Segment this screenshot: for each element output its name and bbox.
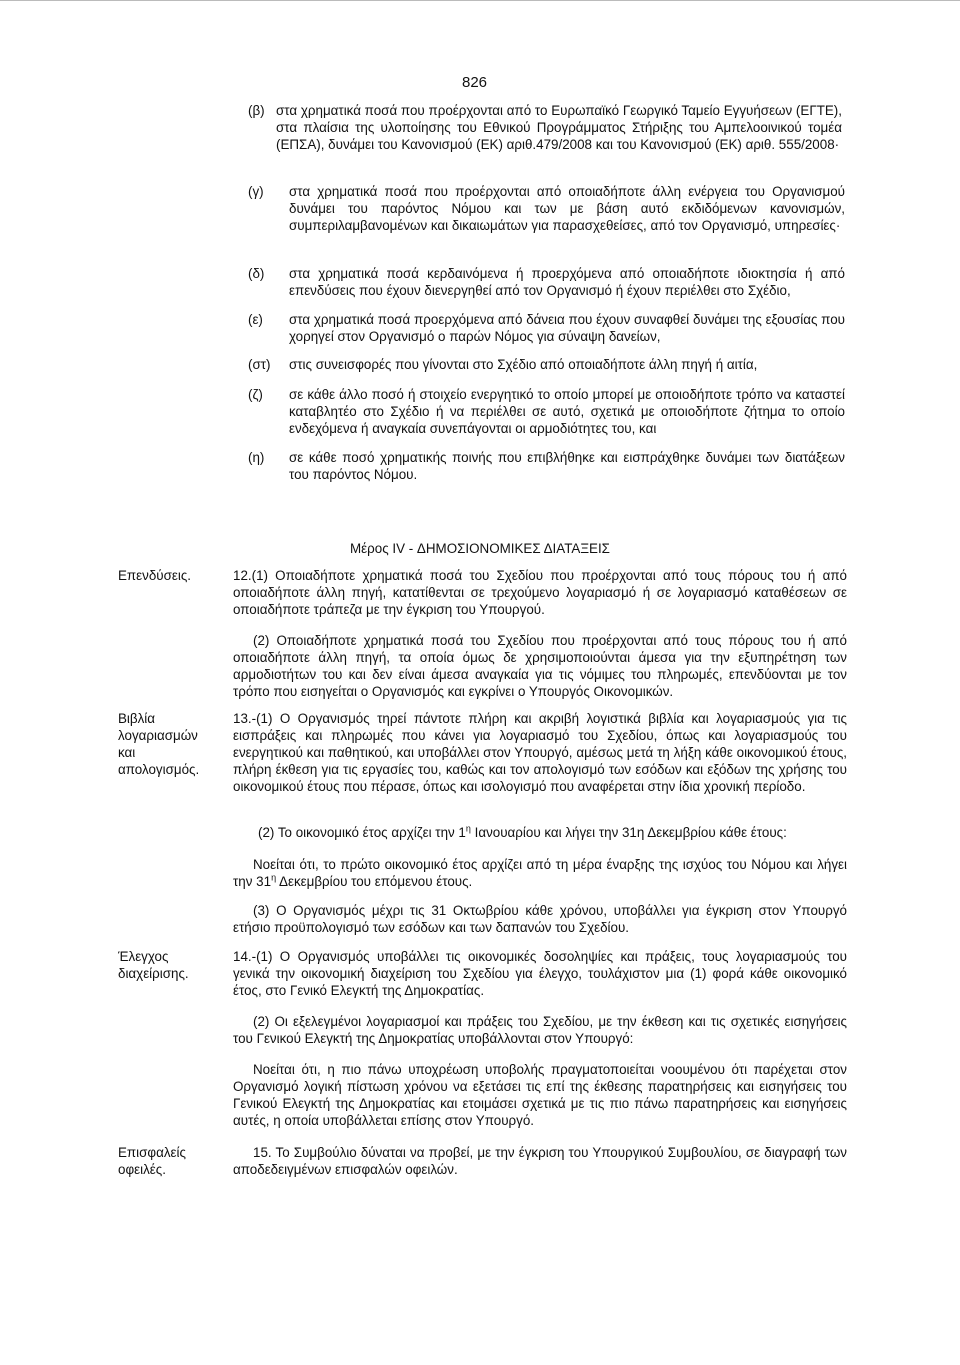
list-item-label: (ε) bbox=[248, 312, 263, 327]
list-item-text: στις συνεισφορές που γίνονται στο Σχέδιο από οποιαδήποτε άλλη πηγή ή αιτία, bbox=[289, 357, 758, 372]
page-number: 826 bbox=[462, 74, 488, 91]
margin-note-accounts: Βιβλία λογαριασμών και απολογισμός. bbox=[118, 711, 200, 777]
margin-note-investments: Επενδύσεις. bbox=[118, 568, 191, 583]
list-item-label: (β) bbox=[248, 103, 265, 118]
paragraph-12-2: (2) Οποιαδήποτε χρηματικά ποσά του Σχεδίου που προέρχονται από τους πόρους του ή από οποιαδήποτε άλλη πηγή, τα οποία όμως δε χρησιμοποιούνται άμεσα για την εξυπηρέτηση των αρμοδιοτήτων του και δεν είναι άμεσα αναγκαία για τις νόμιμες του πληρωμές, επενδύονται με τον τρόπο που εισηγείται ο Οργανισμός και εγκρίνει ο Υπουργός Οικονομικών. bbox=[233, 633, 847, 699]
list-item-label: (στ) bbox=[248, 357, 271, 372]
paragraph-13-3: (3) Ο Οργανισμός μέχρι τις 31 Οκτωβρίου κάθε χρόνου, υποβάλλει για έγκριση στον Υπουργό ετήσιο προϋπολογισμό των εσόδων και των δαπανών του Σχεδίου. bbox=[233, 903, 847, 935]
margin-note-audit: Έλεγχος διαχείρισης. bbox=[118, 949, 189, 981]
list-item-text: στα χρηματικά ποσά που προέρχονται από οποιαδήποτε άλλη ενέργεια του Οργανισμού δυνάμει του παρόντος Νόμου και των με βάση αυτό εκδιδόμενων κανονισμών, συμπεριλαμβανομένων και δικαιωμάτων για παρασχεθείσες, από τον Οργανισμό, υπηρεσίες· bbox=[289, 184, 845, 233]
section-heading: Μέρος IV - ΔΗΜΟΣΙΟΝΟΜΙΚΕΣ ΔΙΑΤΑΞΕΙΣ bbox=[350, 541, 610, 556]
list-item-label: (γ) bbox=[248, 184, 264, 199]
list-item-text: στα χρηματικά ποσά που προέρχονται από το Ευρωπαϊκό Γεωργικό Ταμείο Εγγυήσεων (ΕΓΤΕ), στα πλαίσια της υλοποίησης του Εθνικού Προγράμματος Στήριξης του Αμπελοοινικού τομέα (ΕΠΣΑ), δυνάμει του Κανονισμού (ΕΚ) αριθ.479/2008 και του Κανονισμού (ΕΚ) αριθ. 555/2008· bbox=[276, 103, 842, 152]
list-item-text: στα χρηματικά ποσά κερδαινόμενα ή προερχόμενα από οποιαδήποτε ιδιοκτησία ή από επενδύσεις που έχουν διενεργηθεί από τον Οργανισμό ή έχουν περιέλθει στο Σχέδιο, bbox=[289, 266, 845, 298]
list-item-label: (δ) bbox=[248, 266, 265, 281]
paragraph-14-2: (2) Οι εξελεγμένοι λογαριασμοί και πράξεις του Σχεδίου, με την έκθεση και τις σχετικές εισηγήσεις του Γενικού Ελεγκτή της Δημοκρατίας υποβάλλονται στον Υπουργό: bbox=[233, 1014, 847, 1046]
paragraph-14-2-proviso: Νοείται ότι, η πιο πάνω υποχρέωση υποβολής πραγματοποιείται νοουμένου ότι παρέχεται στον Οργανισμό λογική πίστωση χρόνου να εξετάσει τις επί της έκθεσης παρατηρήσεις και εισηγήσεις του Γενικού Ελεγκτή της Δημοκρατίας και ετοιμάσει σχετικά με τις πιο πάνω παρατηρήσεις και εισηγήσεις αυτές, η οποία υποβάλλεται επίσης στον Υπουργό. bbox=[233, 1062, 847, 1128]
list-item-text: σε κάθε άλλο ποσό ή στοιχείο ενεργητικό το οποίο μπορεί με οποιοδήποτε τρόπο να καταστεί καταβλητέο στο Σχέδιο ή να περιέλθει σε αυτό, σχετικά με οποιοδήποτε ζήτημα το οποίο ενδεχόμενα ή αναγκαία συνεπάγονται οι αρμοδιότητες του, και bbox=[289, 387, 845, 436]
paragraph-13-2: (2) Το οικονομικό έτος αρχίζει την $1^\eta$ Ιανουαρίου και λήγει την 31η Δεκεμβρίου κάθε έτους: bbox=[258, 823, 787, 840]
list-item-text: σε κάθε ποσό χρηματικής ποινής που επιβλήθηκε και εισπράχθηκε δυνάμει των διατάξεων του παρόντος Νόμου. bbox=[289, 450, 845, 482]
paragraph-14-1: 14.-(1) Ο Οργανισμός υποβάλλει τις οικονομικές δοσοληψίες και πράξεις, τους λογαριασμούς του γενικά την οικονομική διαχείριση του Σχεδίου για έλεγχο, τουλάχιστον μια (1) φορά κάθε οικονομικό έτος, στο Γενικό Ελεγκτή της Δημοκρατίας. bbox=[233, 949, 847, 998]
list-item-label: (ζ) bbox=[248, 387, 263, 402]
paragraph-13-1: 13.-(1) Ο Οργανισμός τηρεί πάντοτε πλήρη και ακριβή λογιστικά βιβλία και λογαριασμούς για τις εισπράξεις και πληρωμές που κάνει για λογαριασμό του Σχεδίου, όπως και λογαριασμούς του ενεργητικού και παθητικού, και υποβάλλει στον Υπουργό, αμέσως μετά τη λήξη κάθε οικονομικού έτους, πλήρη έκθεση για τις εργασίες του, καθώς και τον απολογισμό των εσόδων και εξόδων της χρήσης του οικονομικού έτους που πέρασε, όπως και ισολογισμό που αναφέρεται στην ίδια χρονική περίοδο. bbox=[233, 711, 847, 794]
paragraph-12-1: 12.(1) Οποιαδήποτε χρηματικά ποσά του Σχεδίου που προέρχονται από τους πόρους του ή από οποιαδήποτε άλλη πηγή, κατατίθενται σε τρεχούμενο λογαριασμό ή σε λογαριασμό καταθέσεων σε οποιαδήποτε τράπεζα με την έγκριση του Υπουργού. bbox=[233, 568, 847, 617]
scan-top-edge bbox=[0, 0, 960, 1]
paragraph-13-2-proviso: Νοείται ότι, το πρώτο οικονομικό έτος αρχίζει από τη μέρα έναρξης της ισχύος του Νόμου και λήγει την $31^\eta$ Δεκεμβρίου του επόμενου έτους. bbox=[233, 857, 847, 889]
list-item-text: στα χρηματικά ποσά προερχόμενα από δάνεια που έχουν συναφθεί δυνάμει της εξουσίας που χορηγεί στον Οργανισμό ο παρών Νόμος για σύναψη δανείων, bbox=[289, 312, 845, 344]
paragraph-15: 15. Το Συμβούλιο δύναται να προβεί, με την έγκριση του Υπουργικού Συμβουλίου, σε διαγραφή των αποδεδειγμένων επισφαλών οφειλών. bbox=[233, 1145, 847, 1177]
list-item-label: (η) bbox=[248, 450, 265, 465]
margin-note-bad-debts: Επισφαλείς οφειλές. bbox=[118, 1145, 186, 1177]
